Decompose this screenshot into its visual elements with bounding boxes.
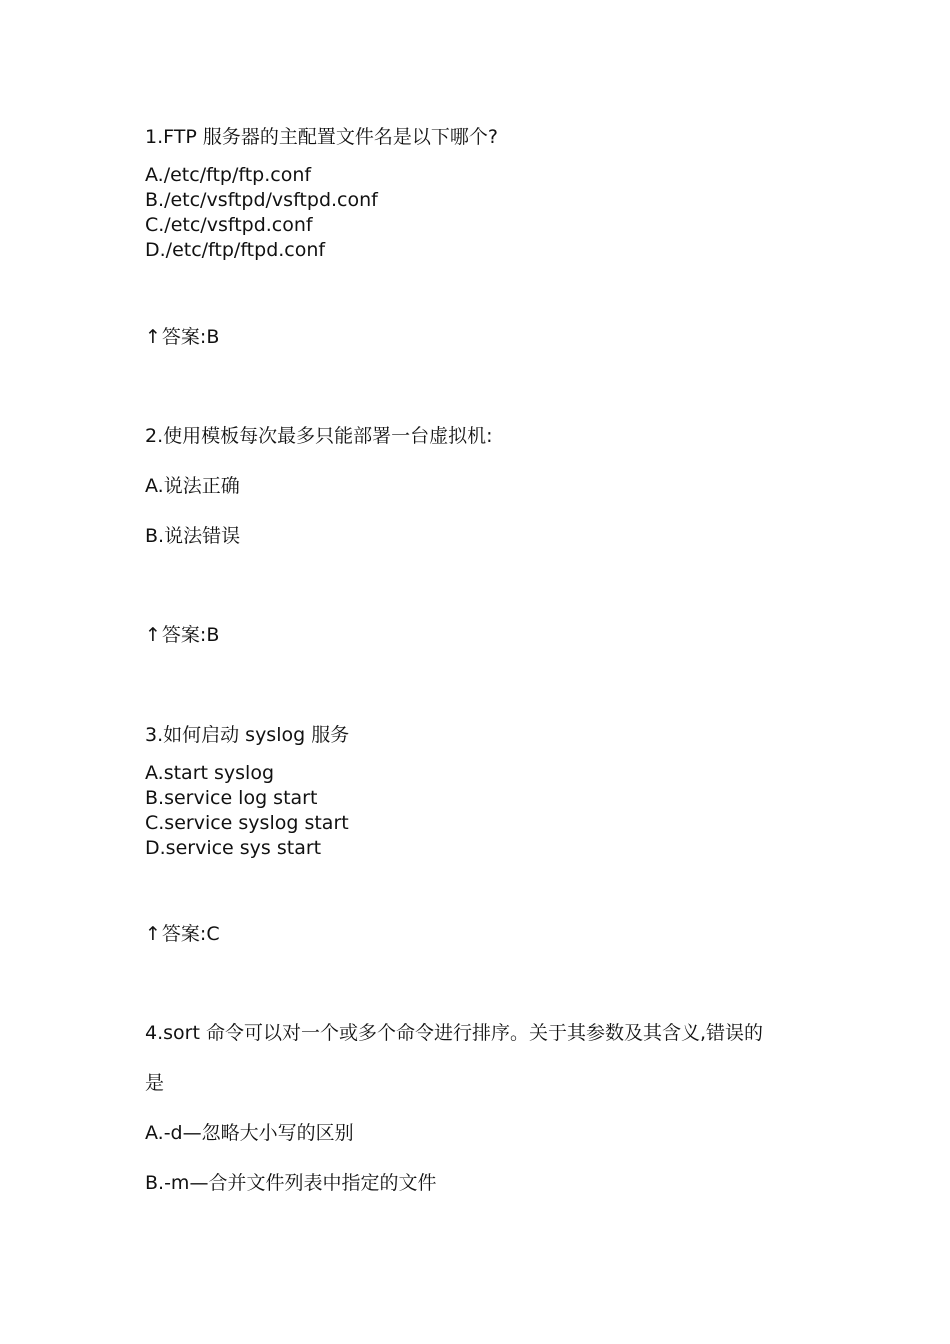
question-4-option-b: B.-m—合并文件列表中指定的文件 (145, 1172, 437, 1194)
question-4-text-line-1: 4.sort 命令可以对一个或多个命令进行排序。关于其参数及其含义,错误的 (145, 1022, 763, 1044)
question-3-option-d: D.service sys start (145, 837, 322, 859)
up-arrow-icon: ↑ (145, 923, 161, 945)
answer-text: 答案:B (161, 326, 220, 348)
up-arrow-icon: ↑ (145, 326, 161, 348)
question-4-option-a: A.-d—忽略大小写的区别 (145, 1122, 354, 1144)
question-1-option-c: C./etc/vsftpd.conf (145, 214, 313, 236)
question-3-option-b: B.service log start (145, 787, 318, 809)
question-2-answer (145, 623, 219, 647)
answer-text: 答案:B (161, 624, 220, 646)
question-3-answer (145, 922, 220, 946)
question-1-option-d: D./etc/ftp/ftpd.conf (145, 239, 326, 261)
question-2-option-b: B.说法错误 (145, 525, 241, 547)
question-2-text: 2.使用模板每次最多只能部署一台虚拟机: (145, 425, 493, 447)
question-3-option-c: C.service syslog start (145, 812, 349, 834)
question-3-option-a: A.start syslog (145, 762, 275, 784)
question-2-option-a: A.说法正确 (145, 475, 240, 497)
question-3-text: 3.如何启动 syslog 服务 (145, 724, 350, 746)
question-4-text-line-2: 是 (145, 1072, 165, 1094)
up-arrow-icon: ↑ (145, 624, 161, 646)
question-1-option-a: A./etc/ftp/ftp.conf (145, 164, 312, 186)
question-1-answer (145, 325, 219, 349)
question-1-option-b: B./etc/vsftpd/vsftpd.conf (145, 189, 378, 211)
question-1-text: 1.FTP 服务器的主配置文件名是以下哪个? (145, 126, 498, 148)
answer-text: 答案:C (161, 923, 220, 945)
